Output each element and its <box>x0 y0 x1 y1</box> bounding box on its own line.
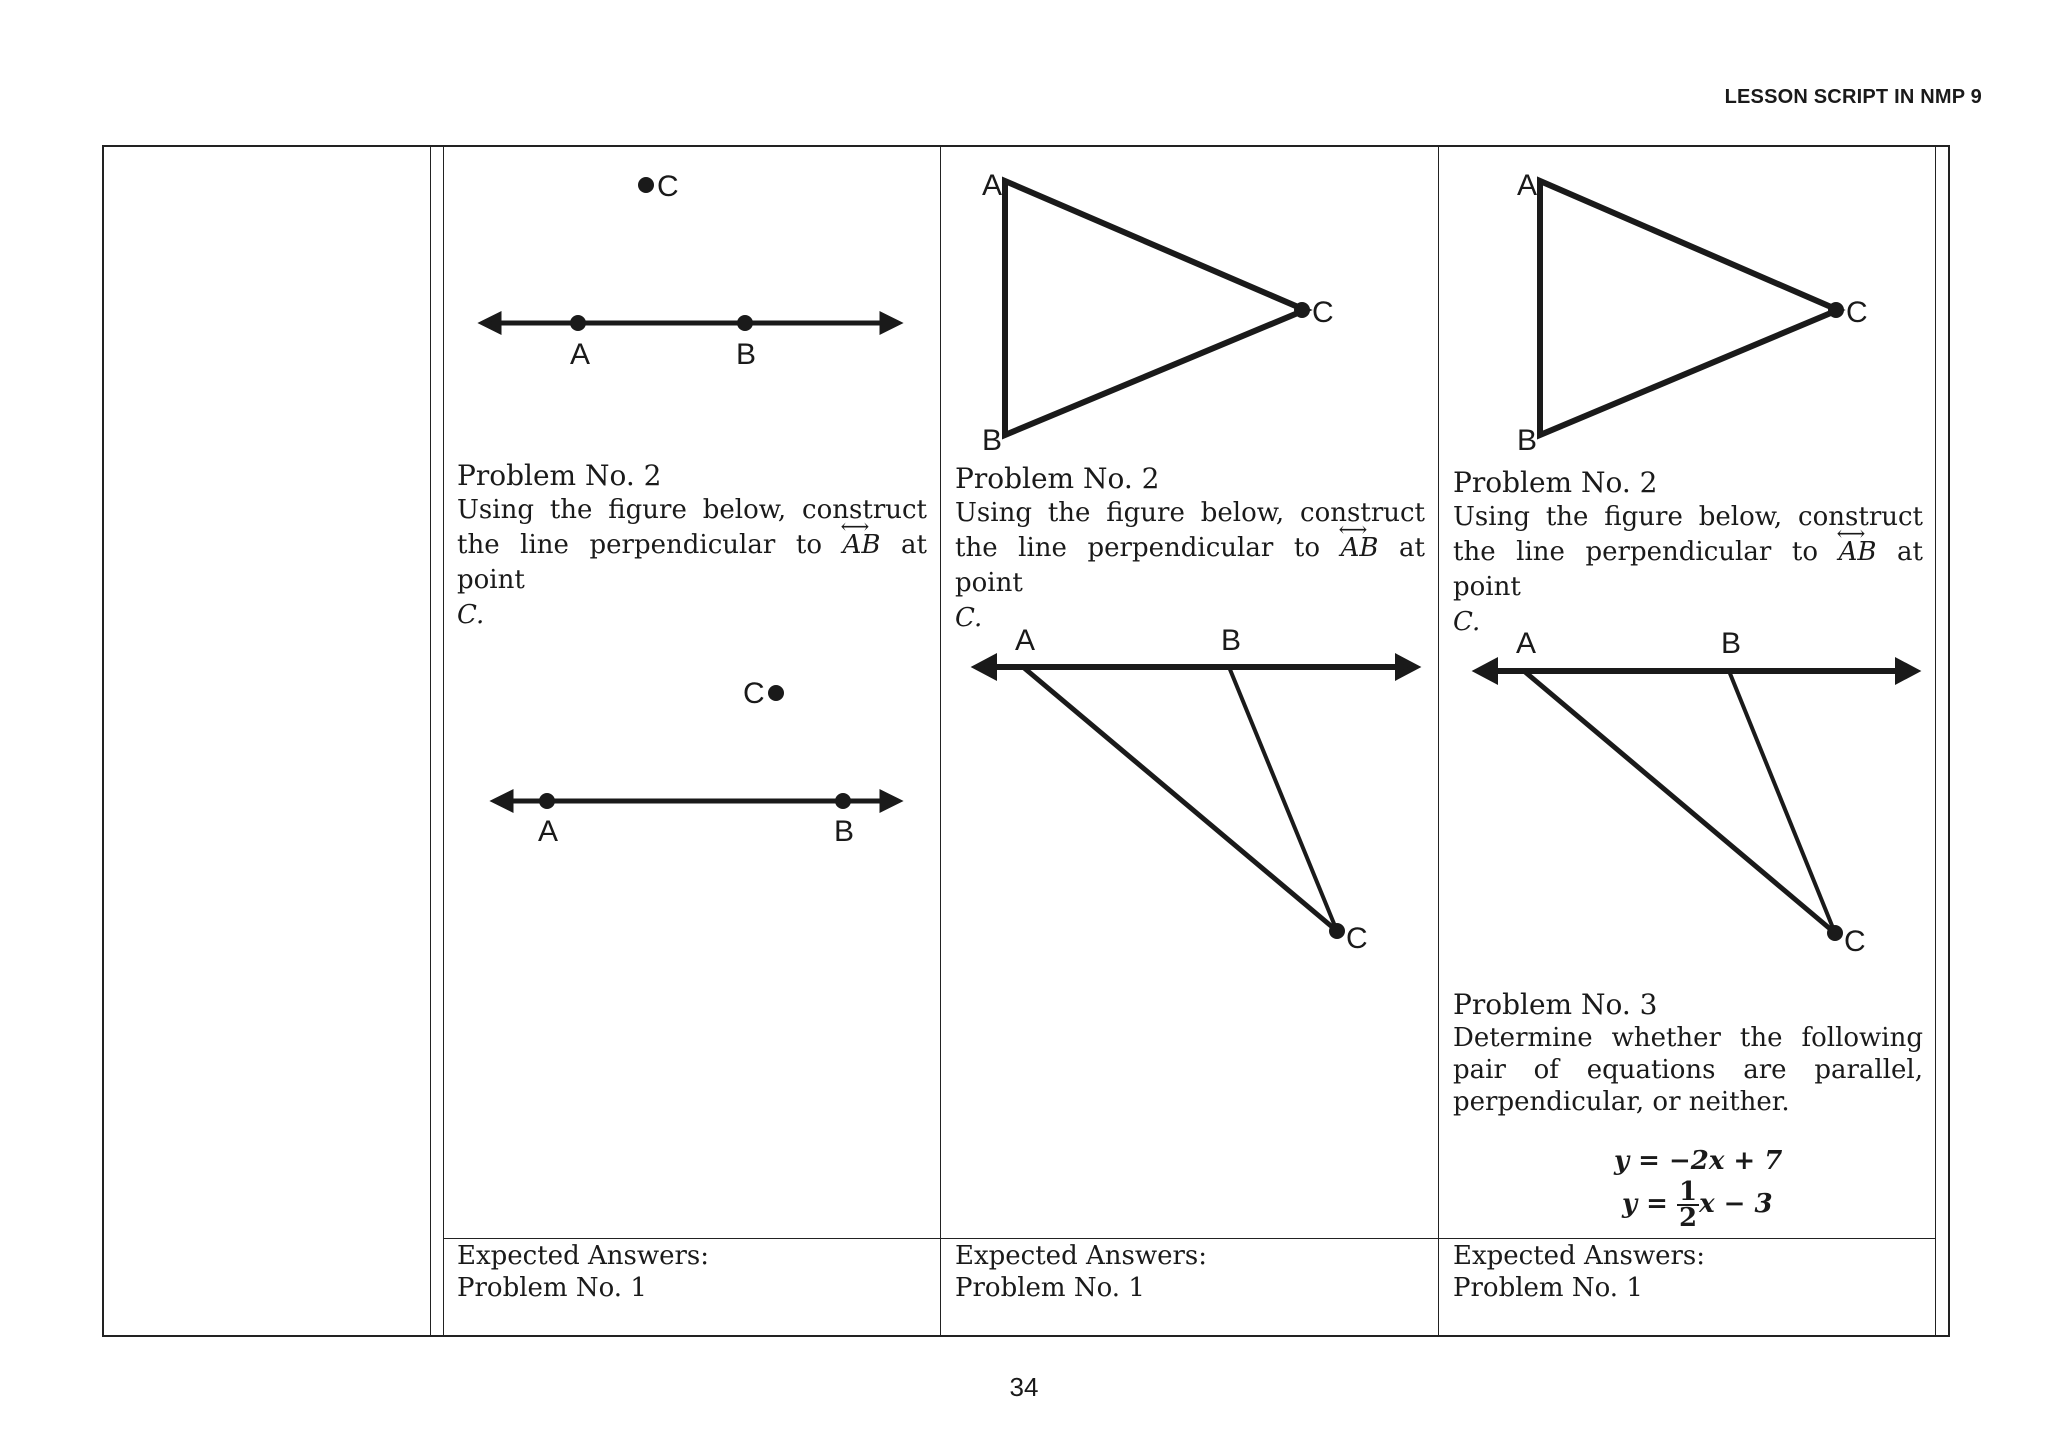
point-c <box>1329 923 1345 939</box>
label-a: A <box>1015 624 1036 657</box>
figure-triangle-abc <box>940 160 1438 460</box>
expected-sub: Problem No. 1 <box>1453 1273 1643 1303</box>
figure-line-ab-point-c-bottom <box>443 660 940 860</box>
figure-triangle-abc <box>1438 160 1935 460</box>
problem-text: Using the figure below, construct the line perpendicular to ⟷ AB at point C. <box>457 493 927 633</box>
label-a: A <box>982 169 1003 202</box>
problem-text: Using the figure below, construct the line perpendicular to ⟷ AB at point C. <box>1453 500 1923 640</box>
label-b: B <box>736 338 757 371</box>
label-c: C <box>743 677 765 710</box>
label-c: C <box>1846 296 1868 329</box>
table-divider <box>1935 145 1936 1337</box>
expected-title: Expected Answers: <box>955 1241 1208 1271</box>
expected-answers-block <box>955 1240 1425 1304</box>
point-a <box>539 793 555 809</box>
label-b: B <box>1221 624 1242 657</box>
problem-3-block <box>1453 988 1923 1118</box>
point-c <box>768 685 784 701</box>
problem-title: Problem No. 2 <box>955 462 1160 495</box>
problem-title: Problem No. 2 <box>457 459 662 492</box>
problem-title: Problem No. 2 <box>1453 466 1658 499</box>
point-b <box>835 793 851 809</box>
figure-line-ab-with-c <box>940 620 1438 960</box>
problem-text: Using the figure below, construct the line perpendicular to ⟷ AB at point C. <box>955 496 1425 636</box>
label-b: B <box>1517 424 1538 457</box>
fraction: $\frac{1}{2}$ <box>1679 1177 1698 1233</box>
expected-title: Expected Answers: <box>1453 1241 1706 1271</box>
problem-2-block <box>1453 466 1923 640</box>
equation-2: y = $\frac{1}{2}$ x − 3 <box>1622 1177 1773 1233</box>
label-a: A <box>538 815 559 848</box>
label-c: C <box>1346 922 1368 955</box>
page-number: 34 <box>1009 1372 1039 1402</box>
expected-answers-block <box>457 1240 927 1304</box>
label-a: A <box>1516 627 1537 660</box>
line-ab <box>977 658 1415 676</box>
expected-sub: Problem No. 1 <box>457 1273 647 1303</box>
expected-answers-divider <box>443 1238 1935 1239</box>
point-c <box>1827 925 1843 941</box>
expected-answers-block <box>1453 1240 1923 1304</box>
problem-title: Problem No. 3 <box>1453 988 1658 1021</box>
table-divider <box>430 145 431 1337</box>
point-c <box>638 177 654 193</box>
line-ab <box>483 315 898 331</box>
label-b: B <box>834 815 855 848</box>
figure-line-ab-with-c <box>1438 620 1935 960</box>
label-b: B <box>982 424 1003 457</box>
point-a <box>570 315 586 331</box>
problem-text: Determine whether the following pair of equations are parallel, perpendicular, or neither. <box>1453 1023 1923 1117</box>
equation-1: y = −2x + 7 <box>1614 1146 1783 1176</box>
label-c: C <box>1312 296 1334 329</box>
label-a: A <box>1517 169 1538 202</box>
label-c: C <box>1844 925 1866 958</box>
expected-sub: Problem No. 1 <box>955 1273 1145 1303</box>
figure-line-ab-point-c-top <box>443 160 940 380</box>
label-b: B <box>1721 627 1742 660</box>
point-b <box>737 315 753 331</box>
label-c: C <box>657 170 679 203</box>
expected-title: Expected Answers: <box>457 1241 710 1271</box>
point-c <box>1294 302 1310 318</box>
problem-2-block <box>955 462 1425 636</box>
point-c <box>1828 302 1844 318</box>
document-header: LESSON SCRIPT IN NMP 9 <box>1724 86 1982 108</box>
problem-2-block <box>457 459 927 633</box>
label-a: A <box>570 338 591 371</box>
line-ab <box>1478 662 1915 680</box>
